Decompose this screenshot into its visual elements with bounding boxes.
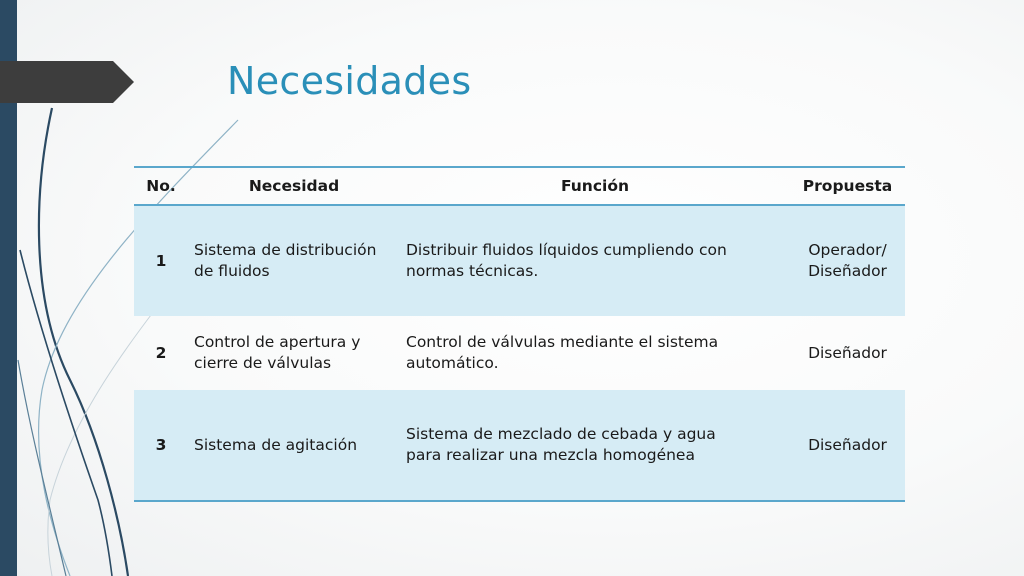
table-header-row <box>134 167 905 205</box>
title-arrow-banner <box>0 61 134 103</box>
row-number: 2 <box>155 343 167 362</box>
need-cell <box>188 390 400 501</box>
function-text: Distribuir fluidos líquidos cumpliendo con normas técnicas. <box>406 241 727 280</box>
need-text: Sistema de agitación <box>194 435 358 454</box>
needs-table <box>134 166 905 502</box>
proposal-text: Diseñador <box>808 435 887 454</box>
table-row <box>134 316 905 390</box>
function-cell <box>400 205 790 316</box>
header-proposal: Propuesta <box>790 167 905 205</box>
table-row <box>134 390 905 501</box>
need-text: Sistema de distribución de fluidos <box>194 241 377 280</box>
curve-line <box>39 108 128 576</box>
header-function: Función <box>400 167 790 205</box>
header-need: Necesidad <box>188 167 400 205</box>
function-cell <box>400 390 790 501</box>
need-cell <box>188 316 400 390</box>
proposal-text: Diseñador <box>808 343 887 362</box>
function-text: Control de válvulas mediante el sistema automático. <box>406 333 719 372</box>
proposal-text: Operador/ Diseñador <box>808 241 887 280</box>
header-no: No. <box>134 167 188 205</box>
function-text: Sistema de mezclado de cebada y agua para realizar una mezcla homogénea <box>406 425 716 464</box>
need-cell <box>188 205 400 316</box>
row-number: 1 <box>134 205 188 316</box>
proposal-cell <box>790 205 905 316</box>
curve-line <box>20 250 112 576</box>
need-text: Control de apertura y cierre de válvulas <box>194 333 361 372</box>
proposal-cell <box>790 316 905 390</box>
table-row <box>134 205 905 316</box>
row-number: 3 <box>134 390 188 501</box>
proposal-cell <box>790 390 905 501</box>
slide-title: Necesidades <box>227 59 472 103</box>
function-cell <box>400 316 790 390</box>
